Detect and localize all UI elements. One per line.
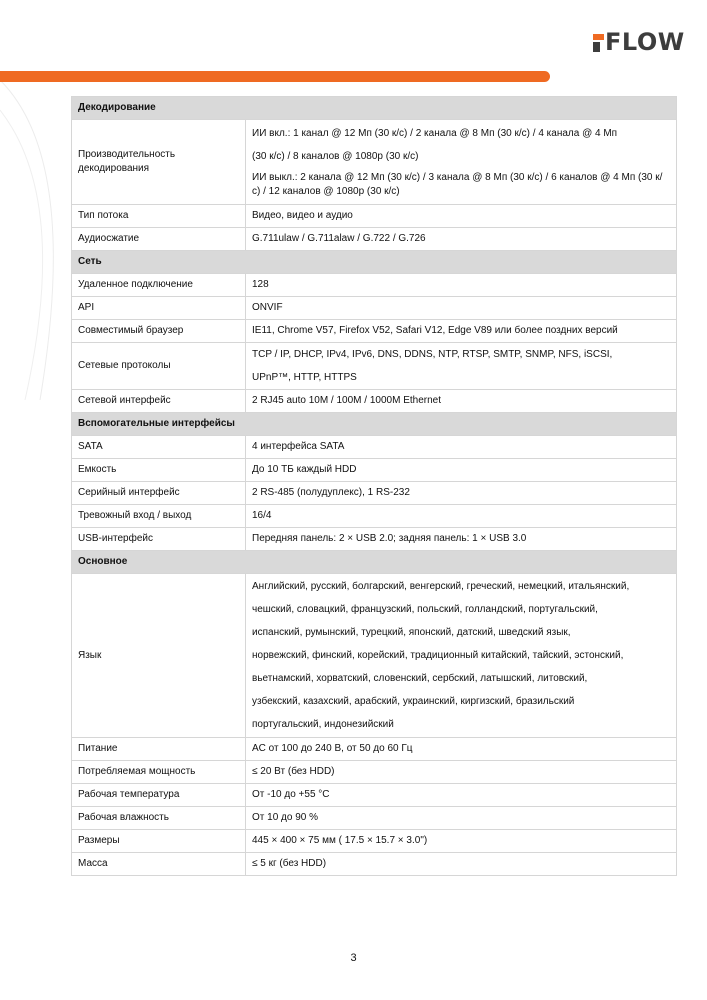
row-value: 128: [246, 274, 677, 297]
row-label: Потребляемая мощность: [72, 761, 246, 784]
row-label: Емкость: [72, 459, 246, 482]
table-row: [72, 528, 677, 551]
table-row: [72, 482, 677, 505]
row-label: Тревожный вход / выход: [72, 505, 246, 528]
row-label: Тип потока: [72, 205, 246, 228]
row-label: Производительность декодирования: [72, 120, 246, 205]
table-row: [72, 205, 677, 228]
section-header-decoding: Декодирование: [72, 97, 677, 120]
table-row: [72, 436, 677, 459]
row-label: Язык: [72, 574, 246, 738]
flow-logo: [593, 28, 685, 56]
row-label: SATA: [72, 436, 246, 459]
table-row: [72, 853, 677, 876]
row-value: G.711ulaw / G.711alaw / G.722 / G.726: [246, 228, 677, 251]
row-label: Сетевые протоколы: [72, 343, 246, 390]
table-row: [72, 761, 677, 784]
row-value: До 10 ТБ каждый HDD: [246, 459, 677, 482]
table-row: [72, 343, 677, 390]
row-label: Совместимый браузер: [72, 320, 246, 343]
row-value: От -10 до +55 °C: [246, 784, 677, 807]
row-label: Масса: [72, 853, 246, 876]
row-value: Английский, русский, болгарский, венгерский, греческий, немецкий, итальянский, чешский, словацкий, французский, польский, голландский, португальский, испанский, румынский, турецкий, японский, датский, шведский язык, норвежский, финский, корейский, традиционный китайский, тайский, эстонский, вьетнамский, хорватский, словенский, сербский, латышский, литовский, узбекский, казахский, арабский, украинский, киргизский, бразильский португальский, индонезийский: [246, 574, 677, 738]
row-value: TCP / IP, DHCP, IPv4, IPv6, DNS, DDNS, NTP, RTSP, SMTP, SNMP, NFS, iSCSI, UPnP™, HTTP, HTTPS: [246, 343, 677, 390]
row-value: 16/4: [246, 505, 677, 528]
table-row: [72, 228, 677, 251]
row-value: ≤ 20 Вт (без HDD): [246, 761, 677, 784]
row-label: Аудиосжатие: [72, 228, 246, 251]
table-row: [72, 807, 677, 830]
row-label: Удаленное подключение: [72, 274, 246, 297]
page-number: 3: [350, 952, 357, 964]
section-header-network: Сеть: [72, 251, 677, 274]
row-value: 445 × 400 × 75 мм ( 17.5 × 15.7 × 3.0"): [246, 830, 677, 853]
table-row: [72, 120, 677, 205]
section-header-aux: Вспомогательные интерфейсы: [72, 413, 677, 436]
table-row: [72, 459, 677, 482]
logo-text: FLOW: [605, 28, 685, 56]
row-value: ≤ 5 кг (без HDD): [246, 853, 677, 876]
row-value: ИИ вкл.: 1 канал @ 12 Мп (30 к/с) / 2 канала @ 8 Мп (30 к/с) / 4 канала @ 4 Мп (30 к/с) / 8 каналов @ 1080p (30 к/с) ИИ выкл.: 2 канала @ 12 Мп (30 к/с) / 3 канала @ 8 Мп (30 к/с) / 6 каналов @ 4 Мп (30 к/с) / 12 каналов @ 1080p (30 к/с): [246, 120, 677, 205]
row-value: Видео, видео и аудио: [246, 205, 677, 228]
spec-table: [71, 96, 677, 876]
row-label: Рабочая влажность: [72, 807, 246, 830]
row-value: От 10 до 90 %: [246, 807, 677, 830]
table-row: [72, 320, 677, 343]
row-value: 2 RS-485 (полудуплекс), 1 RS-232: [246, 482, 677, 505]
table-row: [72, 274, 677, 297]
table-row: [72, 784, 677, 807]
table-row: [72, 505, 677, 528]
row-value: 4 интерфейса SATA: [246, 436, 677, 459]
row-label: Размеры: [72, 830, 246, 853]
row-value: AC от 100 до 240 В, от 50 до 60 Гц: [246, 738, 677, 761]
row-label: Рабочая температура: [72, 784, 246, 807]
row-label: Сетевой интерфейс: [72, 390, 246, 413]
row-value: IE11, Chrome V57, Firefox V52, Safari V12, Edge V89 или более поздних версий: [246, 320, 677, 343]
row-label: USB-интерфейс: [72, 528, 246, 551]
header-accent-bar: [0, 71, 550, 82]
table-row: [72, 738, 677, 761]
row-label: API: [72, 297, 246, 320]
table-row: [72, 297, 677, 320]
row-value: Передняя панель: 2 × USB 2.0; задняя панель: 1 × USB 3.0: [246, 528, 677, 551]
section-header-general: Основное: [72, 551, 677, 574]
row-label: Питание: [72, 738, 246, 761]
table-row: [72, 830, 677, 853]
row-value: 2 RJ45 auto 10M / 100M / 1000M Ethernet: [246, 390, 677, 413]
row-value: ONVIF: [246, 297, 677, 320]
row-label: Серийный интерфейс: [72, 482, 246, 505]
table-row: [72, 574, 677, 738]
table-row: [72, 390, 677, 413]
